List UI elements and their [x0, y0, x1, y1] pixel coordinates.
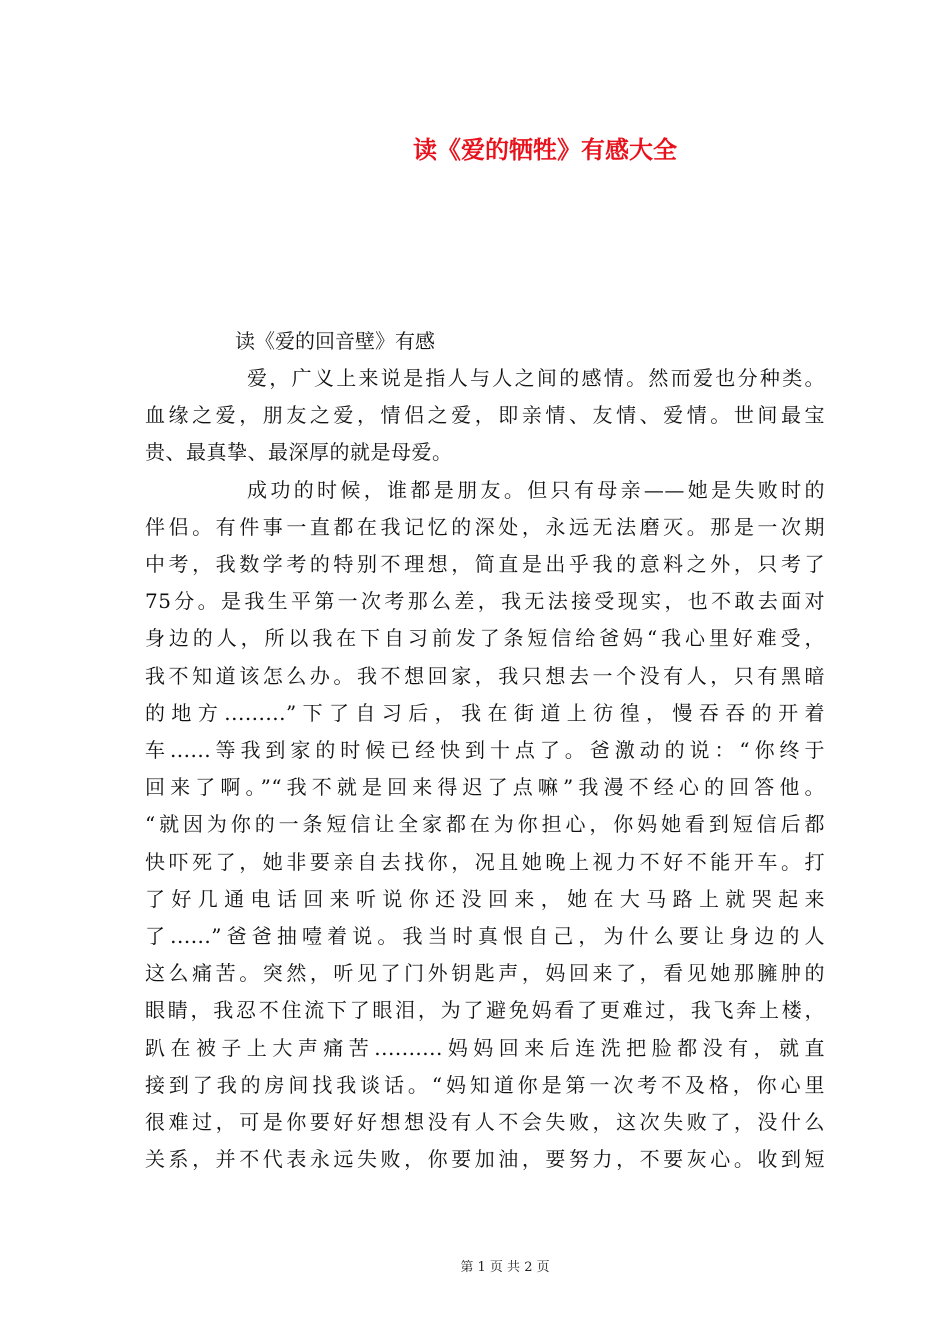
body-line: 75分。是我生平第一次考那么差，我无法接受现实，也不敢去面对	[145, 589, 825, 614]
body-line: 的地方.........”下了自习后，我在街道上彷徨，慢吞吞的开着	[145, 700, 825, 725]
body-line: 眼睛，我忍不住流下了眼泪，为了避免妈看了更难过，我飞奔上楼，	[145, 998, 825, 1023]
body-line: 回来了啊。”“我不就是回来得迟了点嘛”我漫不经心的回答他。	[145, 775, 825, 800]
body-line: 身边的人，所以我在下自习前发了条短信给爸妈“我心里好难受，	[145, 626, 825, 651]
body-line: 中考，我数学考的特别不理想，简直是出乎我的意料之外，只考了	[145, 552, 825, 576]
section-subtitle: 读《爱的回音壁》有感	[235, 329, 435, 353]
body-line: 快吓死了，她非要亲自去找你，况且她晚上视力不好不能开车。打	[145, 849, 825, 874]
body-line: 血缘之爱，朋友之爱，情侣之爱，即亲情、友情、爱情。世间最宝	[145, 403, 825, 428]
body-line: 成功的时候，谁都是朋友。但只有母亲——她是失败时的	[247, 477, 825, 502]
page-number: 第 1 页 共 2 页	[460, 1260, 550, 1275]
body-line: 我不知道该怎么办。我不想回家，我只想去一个没有人，只有黑暗	[145, 663, 825, 688]
body-line: 接到了我的房间找我谈话。“妈知道你是第一次考不及格，你心里	[145, 1072, 825, 1097]
body-line: 这么痛苦。突然，听见了门外钥匙声，妈回来了，看见她那臃肿的	[145, 961, 825, 986]
body-line: 车......等我到家的时候已经快到十点了。爸激动的说：“你终于	[145, 738, 825, 762]
body-line: 关系，并不代表永远失败，你要加油，要努力，不要灰心。收到短	[145, 1147, 825, 1172]
document-title: 读《爱的牺牲》有感大全	[413, 135, 677, 164]
body-line: 了好几通电话回来听说你还没回来，她在大马路上就哭起来	[145, 886, 825, 911]
body-line: 很难过，可是你要好好想想没有人不会失败，这次失败了，没什么	[145, 1110, 825, 1134]
body-line: 趴在被子上大声痛苦..........妈妈回来后连洗把脸都没有，就直	[145, 1035, 825, 1060]
body-line: “就因为你的一条短信让全家都在为你担心，你妈她看到短信后都	[145, 812, 825, 837]
body-line: 伴侣。有件事一直都在我记忆的深处，永远无法磨灭。那是一次期	[145, 514, 825, 539]
body-line: 了......”爸爸抽噎着说。我当时真恨自己，为什么要让身边的人	[145, 924, 825, 948]
body-line: 贵、最真挚、最深厚的就是母爱。	[145, 440, 453, 465]
body-line: 爱，广义上来说是指人与人之间的感情。然而爱也分种类。	[247, 366, 825, 390]
